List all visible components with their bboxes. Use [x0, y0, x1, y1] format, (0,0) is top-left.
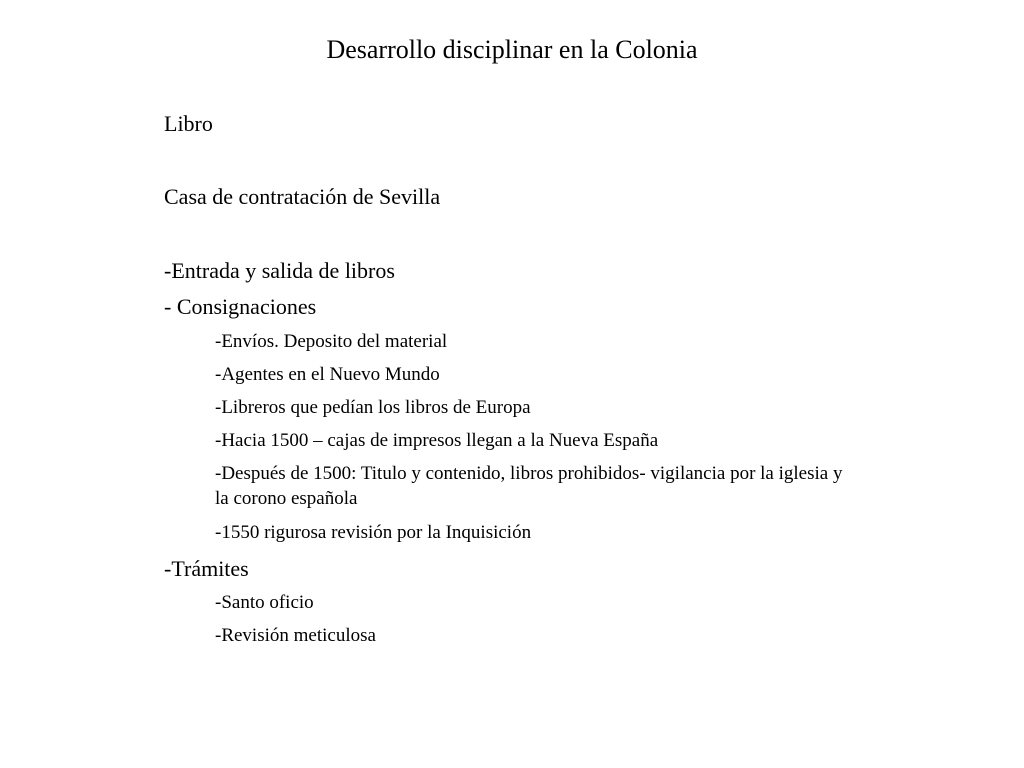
subbullet-envios: -Envíos. Deposito del material — [215, 331, 448, 352]
subbullet-hacia-1500: -Hacia 1500 – cajas de impresos llegan a la Nueva España — [215, 430, 659, 451]
subbullet-revision-1550: -1550 rigurosa revisión por la Inquisición — [215, 522, 532, 543]
bullet-consignaciones: - Consignaciones — [164, 294, 317, 319]
subbullet-agentes: -Agentes en el Nuevo Mundo — [215, 364, 440, 385]
bullet-tramites: -Trámites — [164, 556, 249, 581]
slide-title: Desarrollo disciplinar en la Colonia — [326, 35, 698, 64]
bullet-libro: Libro — [164, 111, 213, 136]
bullet-entrada-salida: -Entrada y salida de libros — [164, 258, 395, 283]
subbullet-despues-1500: -Después de 1500: Titulo y contenido, libros prohibidos- vigilancia por la iglesia y la corono española — [215, 463, 843, 509]
bullet-casa-contratacion: Casa de contratación de Sevilla — [164, 184, 441, 209]
subbullet-revision-meticulosa: -Revisión meticulosa — [215, 625, 376, 646]
subbullet-santo-oficio: -Santo oficio — [215, 592, 314, 613]
subbullet-libreros: -Libreros que pedían los libros de Europa — [215, 397, 531, 418]
